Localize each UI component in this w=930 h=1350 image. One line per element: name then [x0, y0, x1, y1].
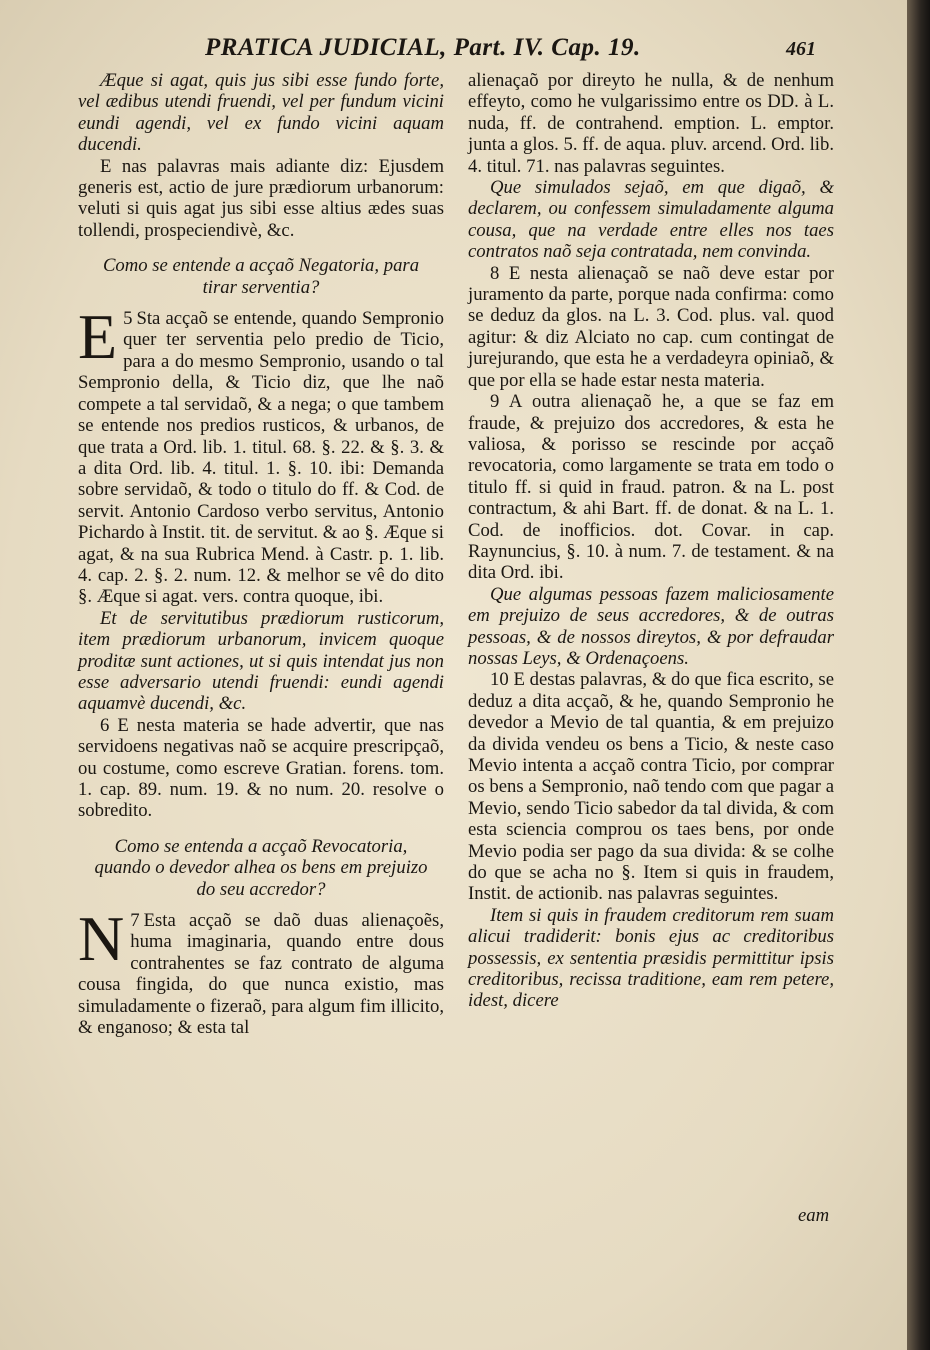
paragraph-5 — [78, 301, 444, 608]
page-number: 461 — [786, 38, 816, 60]
paragraph-text: Esta acçaõ se daõ duas alienaçoẽs, huma imaginaria, quando entre dous contrahentes se faz contrato de alguma cousa fingida, do que nunca existio, mas simuladamente o fizeraõ, para algum fim illicito, & enganoso; & esta tal — [78, 910, 444, 1039]
drop-cap: N — [78, 903, 125, 975]
book-gutter — [907, 0, 930, 1350]
left-column — [78, 70, 444, 1038]
running-head: PRATICA JUDICIAL, Part. IV. Cap. 19. — [205, 34, 641, 61]
latin-quote: Et de servitutibus prædiorum rusticorum, item prædiorum urbanorum, invicem quoque proditæ sunt actiones, ut si quis intendat jus non esse adversario utendi fruendi: eundi agendi aquamvè ducendi, &c. — [78, 607, 444, 715]
paragraph-number: 7 — [130, 910, 140, 932]
catchword: eam — [798, 1205, 830, 1226]
paragraph: alienaçaõ por direyto he nulla, & de nenhum effeyto, como he vulgarissimo entre os DD. à L. nuda, ff. de contrahend. emption. L. emptor. junta a glos. 5. ff. de aqua. pluv. arcend. Ord. lib. 4. titul. 71. nas palavras seguintes. — [468, 70, 834, 177]
paragraph-6: 6 E nesta materia se hade advertir, que nas servidoens negativas naõ se acquire prescripçaõ, ou costume, como escreve Gratian. forens. tom. 1. cap. 89. num. 19. & no num. 20. resolve o sobredito. — [78, 714, 444, 822]
paragraph-8: 8 E nesta alienaçaõ se naõ deve estar por juramento da parte, porque nada confirma: como se deduz da glos. na L. 3. Cod. plus. val. quod agitur: & diz Alciato no cap. cum contingat de jurejurando, que esta he a verdadeyra opiniaõ, & que por ella se hade estar nesta materia. — [468, 262, 834, 391]
paragraph: E nas palavras mais adiante diz: Ejusdem generis est, actio de jure prædiorum urbanorum: veluti si quis agat jus sibi esse altius ædes suas tollendi, prospeciendivè, &c. — [78, 155, 444, 241]
portuguese-quote: Que simulados sejaõ, em que digaõ, & declarem, ou confessem simuladamente alguma cousa, que na verdade entre elles nos taes contratos naõ seja contratada, nem convinda. — [468, 177, 834, 263]
paragraph-9: 9 A outra alienaçaõ he, a que se faz em fraude, & prejuizo dos accredores, & esta he valiosa, & porisso se rescinde por acçaõ revocatoria, como largamente se trata em todo o titulo ff. si quid in fraud. patron. & na L. post contractum, & ahi Bart. ff. de donat. & na L. 1. Cod. de inofficios. dot. Covar. in cap. Raynuncius, §. 10. à num. 7. de testament. & na dita Ord. ibi. — [468, 391, 834, 584]
section-heading: Como se entenda a acçaõ Revocatoria, quando o devedor alhea os bens em prejuizo do seu accredor? — [94, 835, 428, 900]
right-column — [468, 70, 834, 1012]
latin-quote: Æque si agat, quis jus sibi esse fundo forte, vel ædibus utendi fruendi, vel per fundum vicini eundi agendi, vel ex fundo vicini aquam ducendi. — [78, 70, 444, 156]
paragraph-number: 5 — [123, 308, 133, 330]
portuguese-quote: Que algumas pessoas fazem maliciosamente em prejuizo de seus accredores, & de outras pessoas, & de nossos direytos, & por defraudar nossas Leys, & Ordenaçoens. — [468, 583, 834, 669]
paragraph-text: Sta acçaõ se entende, quando Sempronio quer ter serventia pelo predio de Ticio, para a do mesmo Sempronio, usando o tal Sempronio della, & Ticio diz, que lhe naõ compete a tal servidaõ, & a nega; o que tambem se entende nos predios rusticos, & urbanos, de que trata a Ord. lib. 1. titul. 68. §. 22. & §. 3. & a dita Ord. lib. 4. titul. 1. §. 10. ibi: Demanda sobre servidaõ, & todo o titulo do ff. & Cod. de servit. Antonio Cardoso verbo servitus, Antonio Pichardo à Instit. tit. de servitut. & ao §. Æque si agat, & na sua Rubrica Mend. à Castr. p. 1. lib. 4. cap. 2. §. 2. num. 12. & melhor se vê do dito §. Æque si agat. vers. contra quoque, ibi. — [78, 308, 444, 608]
drop-cap: E — [78, 301, 118, 373]
page-header — [0, 34, 907, 64]
paragraph-7 — [78, 903, 444, 1039]
section-heading: Como se entende a acçaõ Negatoria, para tirar serventia? — [102, 255, 420, 298]
latin-quote: Item si quis in fraudem creditorum rem suam alicui tradiderit: bonis ejus ac creditoribus possessis, ex sententia præsidis permittitur ipsis creditoribus, recissa traditione, eam rem petere, idest, dicere — [468, 904, 834, 1012]
paragraph-10: 10 E destas palavras, & do que fica escrito, se deduz a dita acçaõ, & he, quando Sempronio he devedor a Mevio de tal quantia, & em prejuizo da divida vendeu os bens a Ticio, & neste caso Mevio intenta a acçaõ contra Ticio, por comprar os bens a Sempronio, naõ tendo com que pagar a Mevio, sendo Ticio sabedor da tal divida, & com esta sciencia comprou os taes bens, por onde Mevio podia ser pago da sua divida: & se colhe do que se acha no §. Item si quis in fraudem, Instit. de actionib. nas palavras seguintes. — [468, 669, 834, 905]
